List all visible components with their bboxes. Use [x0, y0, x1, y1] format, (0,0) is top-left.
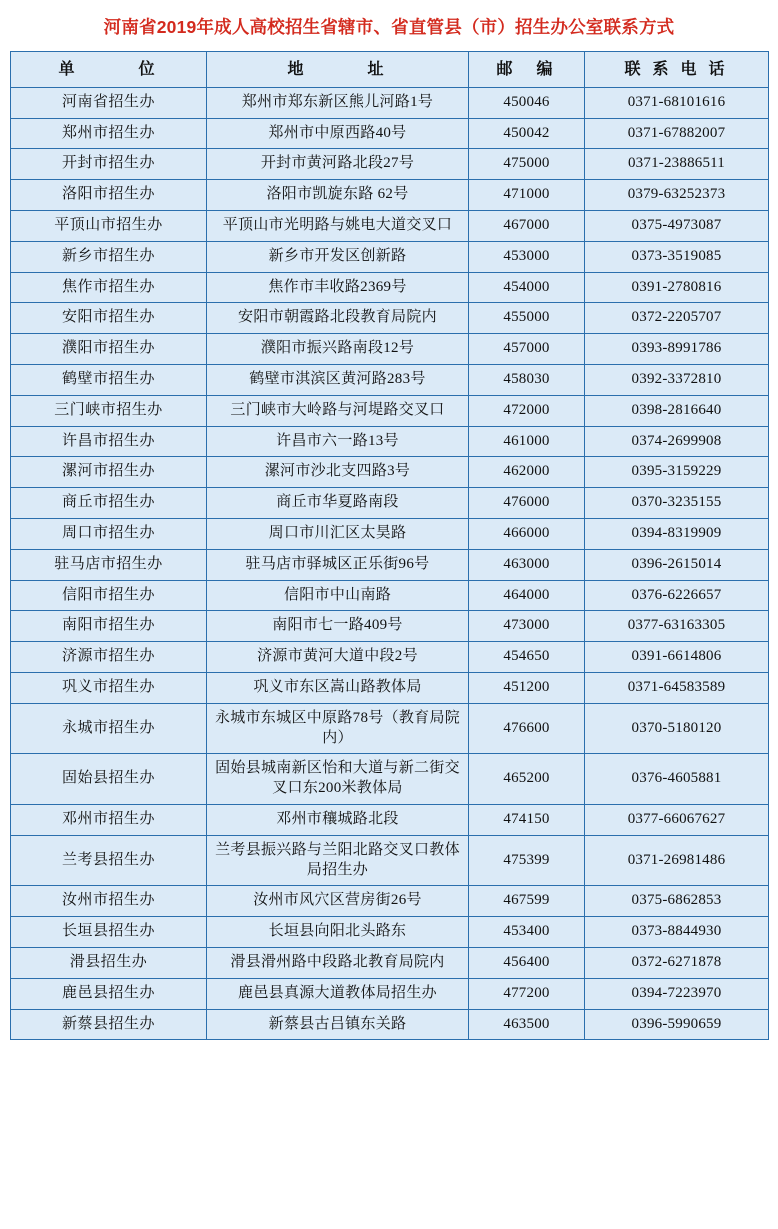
cell-telephone: 0391-6614806: [585, 642, 769, 673]
table-row: [11, 703, 769, 754]
cell-unit: 滑县招生办: [11, 947, 207, 978]
cell-telephone: 0371-64583589: [585, 673, 769, 704]
cell-zipcode: 450042: [469, 118, 585, 149]
cell-address: 信阳市中山南路: [207, 580, 469, 611]
cell-zipcode: 450046: [469, 87, 585, 118]
cell-telephone: 0393-8991786: [585, 334, 769, 365]
table-row: [11, 303, 769, 334]
cell-unit: 许昌市招生办: [11, 426, 207, 457]
cell-zipcode: 458030: [469, 365, 585, 396]
table-row: [11, 642, 769, 673]
table-row: [11, 611, 769, 642]
cell-address: 新乡市开发区创新路: [207, 241, 469, 272]
cell-telephone: 0377-63163305: [585, 611, 769, 642]
cell-telephone: 0379-63252373: [585, 180, 769, 211]
cell-zipcode: 465200: [469, 754, 585, 805]
table-row: [11, 754, 769, 805]
cell-zipcode: 453000: [469, 241, 585, 272]
cell-telephone: 0371-26981486: [585, 835, 769, 886]
cell-zipcode: 461000: [469, 426, 585, 457]
cell-address: 汝州市风穴区营房街26号: [207, 886, 469, 917]
cell-zipcode: 451200: [469, 673, 585, 704]
cell-address: 滑县滑州路中段路北教育局院内: [207, 947, 469, 978]
cell-unit: 安阳市招生办: [11, 303, 207, 334]
cell-address: 安阳市朝霞路北段教育局院内: [207, 303, 469, 334]
column-header-address: 地 址: [207, 51, 469, 87]
cell-zipcode: 471000: [469, 180, 585, 211]
cell-zipcode: 476600: [469, 703, 585, 754]
column-header-unit: 单 位: [11, 51, 207, 87]
cell-telephone: 0377-66067627: [585, 804, 769, 835]
table-row: [11, 149, 769, 180]
cell-unit: 固始县招生办: [11, 754, 207, 805]
cell-unit: 新蔡县招生办: [11, 1009, 207, 1040]
cell-unit: 鹤壁市招生办: [11, 365, 207, 396]
cell-zipcode: 476000: [469, 488, 585, 519]
cell-telephone: 0396-5990659: [585, 1009, 769, 1040]
table-row: [11, 211, 769, 242]
cell-unit: 洛阳市招生办: [11, 180, 207, 211]
cell-unit: 永城市招生办: [11, 703, 207, 754]
cell-address: 鹤壁市淇滨区黄河路283号: [207, 365, 469, 396]
cell-address: 兰考县振兴路与兰阳北路交叉口教体局招生办: [207, 835, 469, 886]
table-row: [11, 241, 769, 272]
table-row: [11, 947, 769, 978]
table-row: [11, 804, 769, 835]
cell-zipcode: 454000: [469, 272, 585, 303]
cell-address: 永城市东城区中原路78号（教育局院内）: [207, 703, 469, 754]
cell-telephone: 0376-4605881: [585, 754, 769, 805]
cell-telephone: 0394-8319909: [585, 519, 769, 550]
cell-telephone: 0391-2780816: [585, 272, 769, 303]
cell-telephone: 0374-2699908: [585, 426, 769, 457]
contact-table: [10, 51, 769, 1041]
table-row: [11, 549, 769, 580]
table-row: [11, 426, 769, 457]
cell-address: 巩义市东区嵩山路教体局: [207, 673, 469, 704]
cell-unit: 漯河市招生办: [11, 457, 207, 488]
cell-zipcode: 457000: [469, 334, 585, 365]
table-row: [11, 519, 769, 550]
cell-telephone: 0376-6226657: [585, 580, 769, 611]
column-header-telephone: 联 系 电 话: [585, 51, 769, 87]
table-row: [11, 1009, 769, 1040]
cell-zipcode: 467000: [469, 211, 585, 242]
cell-telephone: 0398-2816640: [585, 395, 769, 426]
cell-zipcode: 456400: [469, 947, 585, 978]
cell-address: 焦作市丰收路2369号: [207, 272, 469, 303]
cell-unit: 兰考县招生办: [11, 835, 207, 886]
cell-unit: 三门峡市招生办: [11, 395, 207, 426]
cell-address: 平顶山市光明路与姚电大道交叉口: [207, 211, 469, 242]
cell-zipcode: 454650: [469, 642, 585, 673]
cell-address: 商丘市华夏路南段: [207, 488, 469, 519]
cell-telephone: 0392-3372810: [585, 365, 769, 396]
cell-zipcode: 467599: [469, 886, 585, 917]
cell-unit: 南阳市招生办: [11, 611, 207, 642]
table-header-row: [11, 51, 769, 87]
cell-zipcode: 453400: [469, 917, 585, 948]
cell-telephone: 0373-3519085: [585, 241, 769, 272]
cell-unit: 郑州市招生办: [11, 118, 207, 149]
cell-telephone: 0375-4973087: [585, 211, 769, 242]
cell-address: 长垣县向阳北头路东: [207, 917, 469, 948]
table-row: [11, 180, 769, 211]
cell-address: 南阳市七一路409号: [207, 611, 469, 642]
cell-zipcode: 463500: [469, 1009, 585, 1040]
table-row: [11, 488, 769, 519]
cell-unit: 河南省招生办: [11, 87, 207, 118]
cell-unit: 濮阳市招生办: [11, 334, 207, 365]
cell-zipcode: 475399: [469, 835, 585, 886]
table-row: [11, 334, 769, 365]
cell-unit: 开封市招生办: [11, 149, 207, 180]
cell-zipcode: 466000: [469, 519, 585, 550]
cell-address: 周口市川汇区太昊路: [207, 519, 469, 550]
table-row: [11, 457, 769, 488]
table-row: [11, 395, 769, 426]
table-body: [11, 87, 769, 1040]
cell-unit: 新乡市招生办: [11, 241, 207, 272]
cell-unit: 焦作市招生办: [11, 272, 207, 303]
cell-address: 济源市黄河大道中段2号: [207, 642, 469, 673]
table-row: [11, 886, 769, 917]
table-row: [11, 673, 769, 704]
cell-zipcode: 473000: [469, 611, 585, 642]
cell-telephone: 0373-8844930: [585, 917, 769, 948]
cell-address: 鹿邑县真源大道教体局招生办: [207, 978, 469, 1009]
cell-unit: 商丘市招生办: [11, 488, 207, 519]
cell-zipcode: 464000: [469, 580, 585, 611]
cell-unit: 济源市招生办: [11, 642, 207, 673]
cell-telephone: 0371-68101616: [585, 87, 769, 118]
table-row: [11, 87, 769, 118]
cell-zipcode: 472000: [469, 395, 585, 426]
cell-zipcode: 455000: [469, 303, 585, 334]
cell-zipcode: 463000: [469, 549, 585, 580]
table-row: [11, 917, 769, 948]
cell-telephone: 0375-6862853: [585, 886, 769, 917]
table-row: [11, 272, 769, 303]
column-header-zipcode: 邮 编: [469, 51, 585, 87]
cell-unit: 驻马店市招生办: [11, 549, 207, 580]
page-title: 河南省2019年成人高校招生省辖市、省直管县（市）招生办公室联系方式: [103, 17, 675, 37]
cell-address: 新蔡县古吕镇东关路: [207, 1009, 469, 1040]
cell-address: 邓州市穰城路北段: [207, 804, 469, 835]
table-row: [11, 835, 769, 886]
cell-address: 郑州市郑东新区熊儿河路1号: [207, 87, 469, 118]
cell-address: 开封市黄河路北段27号: [207, 149, 469, 180]
cell-unit: 信阳市招生办: [11, 580, 207, 611]
cell-unit: 平顶山市招生办: [11, 211, 207, 242]
cell-address: 固始县城南新区怡和大道与新二街交叉口东200米教体局: [207, 754, 469, 805]
cell-address: 洛阳市凯旋东路 62号: [207, 180, 469, 211]
cell-telephone: 0370-3235155: [585, 488, 769, 519]
cell-telephone: 0396-2615014: [585, 549, 769, 580]
cell-zipcode: 475000: [469, 149, 585, 180]
cell-telephone: 0395-3159229: [585, 457, 769, 488]
cell-address: 郑州市中原西路40号: [207, 118, 469, 149]
table-row: [11, 365, 769, 396]
cell-zipcode: 474150: [469, 804, 585, 835]
cell-address: 三门峡市大岭路与河堤路交叉口: [207, 395, 469, 426]
cell-address: 濮阳市振兴路南段12号: [207, 334, 469, 365]
table-row: [11, 580, 769, 611]
table-header: [11, 51, 769, 87]
cell-telephone: 0371-67882007: [585, 118, 769, 149]
cell-address: 驻马店市驿城区正乐街96号: [207, 549, 469, 580]
cell-telephone: 0371-23886511: [585, 149, 769, 180]
cell-telephone: 0372-6271878: [585, 947, 769, 978]
cell-telephone: 0394-7223970: [585, 978, 769, 1009]
cell-zipcode: 477200: [469, 978, 585, 1009]
cell-unit: 鹿邑县招生办: [11, 978, 207, 1009]
cell-unit: 周口市招生办: [11, 519, 207, 550]
cell-unit: 邓州市招生办: [11, 804, 207, 835]
table-row: [11, 978, 769, 1009]
cell-telephone: 0372-2205707: [585, 303, 769, 334]
cell-unit: 巩义市招生办: [11, 673, 207, 704]
cell-unit: 汝州市招生办: [11, 886, 207, 917]
table-row: [11, 118, 769, 149]
cell-telephone: 0370-5180120: [585, 703, 769, 754]
cell-address: 漯河市沙北支四路3号: [207, 457, 469, 488]
cell-unit: 长垣县招生办: [11, 917, 207, 948]
cell-address: 许昌市六一路13号: [207, 426, 469, 457]
cell-zipcode: 462000: [469, 457, 585, 488]
